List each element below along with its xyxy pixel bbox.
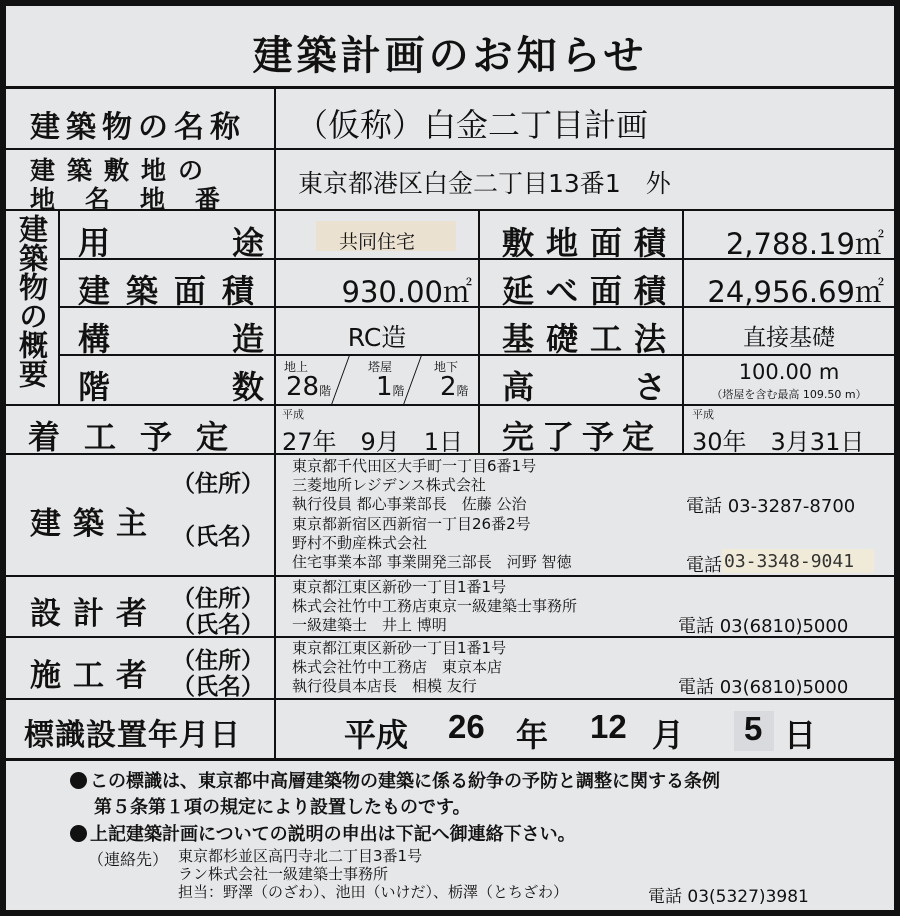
owner-address-label: （住所） bbox=[172, 470, 264, 497]
owner-entry-2 bbox=[292, 515, 572, 572]
completion-era: 平成 bbox=[692, 408, 714, 421]
owner-entry-1-address: 東京都千代田区大手町一丁目6番1号 bbox=[292, 457, 537, 475]
posted-day-unit: 日 bbox=[784, 717, 817, 753]
owner-entry-1 bbox=[292, 457, 536, 514]
rule bbox=[6, 758, 894, 761]
foundation-label: 基礎工法 bbox=[502, 320, 679, 358]
bullet-icon bbox=[70, 772, 87, 789]
posted-label: 標識設置年月日 bbox=[24, 718, 241, 753]
rule bbox=[331, 356, 349, 404]
site-label-line2: 地名地番 bbox=[30, 185, 251, 214]
designer-company: 株式会社竹中工務店東京一級建築士事務所 bbox=[292, 597, 578, 615]
contractor-address-label: （住所） bbox=[172, 647, 264, 674]
use-value: 共同住宅 bbox=[338, 231, 415, 253]
note-2-text: 上記建築計画についての説明の申出は下記へ御連絡下さい。 bbox=[90, 824, 576, 845]
posted-year: 26 bbox=[448, 708, 485, 745]
owner-entry-1-person: 執行役員 都心事業部長 佐藤 公治 bbox=[292, 495, 527, 513]
floors-below-value: 2 bbox=[440, 372, 457, 402]
site-value: 東京都港区白金二丁目13番1 外 bbox=[298, 169, 671, 198]
owner-name-label: （氏名） bbox=[172, 523, 264, 550]
floors-above-label: 地上 bbox=[284, 360, 309, 374]
posted-day: 5 bbox=[744, 710, 763, 747]
designer-address: 東京都江東区新砂一丁目1番1号 bbox=[292, 578, 507, 596]
owner-entry-2-company: 野村不動産株式会社 bbox=[292, 534, 428, 552]
height-note: （塔屋を含む最高 109.50 m） bbox=[711, 388, 867, 401]
height-label-char: さ bbox=[633, 368, 666, 406]
contact-persons: 担当：野澤（のざわ）、池田（いけだ）、栃澤（とちざわ） bbox=[178, 883, 569, 901]
note-1 bbox=[70, 767, 720, 793]
start-label: 着工予定 bbox=[28, 418, 253, 456]
rule bbox=[58, 209, 60, 405]
owner-entry-1-phone: 電話 03-3287-8700 bbox=[686, 496, 856, 517]
floor-area-value: 24,956.69㎡ bbox=[707, 275, 884, 309]
contact-label: （連絡先） bbox=[88, 850, 169, 869]
site-area-label: 敷地面積 bbox=[502, 224, 679, 262]
contact-phone: 電話 03(5327)3981 bbox=[648, 887, 809, 907]
structure-label-char: 構 bbox=[78, 320, 111, 358]
foundation-value: 直接基礎 bbox=[743, 325, 835, 351]
building-area-label: 建築面積 bbox=[78, 272, 271, 310]
rule bbox=[6, 575, 894, 577]
posted-month-unit: 月 bbox=[652, 717, 685, 753]
use-label bbox=[78, 218, 264, 264]
designer-name-label: （氏名） bbox=[172, 611, 264, 638]
structure-label bbox=[78, 314, 264, 360]
contractor-phone: 電話 03(6810)5000 bbox=[678, 677, 849, 698]
designer-person: 一級建築士 井上 博明 bbox=[292, 616, 447, 634]
rule bbox=[403, 356, 421, 404]
completion-value: 30年 3月31日 bbox=[692, 428, 865, 456]
floors-label-char: 階 bbox=[78, 368, 111, 406]
posted-era: 平成 bbox=[344, 717, 409, 753]
site-area-value: 2,788.19㎡ bbox=[725, 227, 884, 261]
floors-roof-unit: 階 bbox=[392, 384, 405, 398]
contact-company: ラン株式会社一級建築士事務所 bbox=[178, 865, 389, 883]
contractor-name-label: （氏名） bbox=[172, 673, 264, 700]
building-area-value: 930.00㎡ bbox=[341, 275, 472, 309]
height-label bbox=[502, 362, 666, 408]
rule bbox=[6, 86, 894, 89]
owner-label: 建築主 bbox=[30, 506, 159, 542]
floors-above-value: 28 bbox=[286, 372, 320, 402]
height-value: 100.00 m bbox=[738, 360, 840, 384]
owner-entry-1-company: 三菱地所レジデンス株式会社 bbox=[292, 476, 486, 494]
use-label-char: 用 bbox=[78, 224, 111, 262]
floors-roof-label: 塔屋 bbox=[368, 360, 393, 374]
owner-entry-2-phone-label: 電話 bbox=[686, 555, 722, 576]
designer-phone: 電話 03(6810)5000 bbox=[678, 616, 849, 637]
site-label-line1: 建築敷地の bbox=[30, 156, 216, 185]
note-1-line-2: 第５条第１項の規定により設置したものです。 bbox=[94, 797, 471, 818]
height-label-char: 高 bbox=[502, 368, 535, 406]
floors-roof bbox=[376, 372, 405, 402]
floors-below-label: 地下 bbox=[434, 360, 459, 374]
posted-year-unit: 年 bbox=[516, 717, 549, 753]
note-1-line-1: この標識は、東京都中高層建築物の建築に係る紛争の予防と調整に関する条例 bbox=[90, 771, 720, 792]
start-value: 27年 9月 1日 bbox=[282, 428, 464, 456]
floors-roof-value: 1 bbox=[376, 372, 393, 402]
rule bbox=[274, 86, 276, 760]
contractor-company: 株式会社竹中工務店 東京本店 bbox=[292, 658, 503, 676]
owner-entry-2-phone: 03-3348-9041 bbox=[724, 551, 855, 572]
contact-block bbox=[178, 847, 568, 901]
note-2 bbox=[70, 820, 576, 846]
overview-label: 建築物の概要 bbox=[15, 214, 49, 388]
floors-above bbox=[286, 372, 331, 402]
name-value: （仮称）白金二丁目計画 bbox=[296, 106, 649, 144]
contractor-person: 執行役員本店長 相模 友行 bbox=[292, 677, 477, 695]
floors-above-unit: 階 bbox=[319, 384, 332, 398]
posted-month: 12 bbox=[590, 708, 627, 745]
name-label: 建築物の名称 bbox=[30, 110, 246, 145]
notice-title: 建築計画のお知らせ bbox=[252, 32, 648, 79]
notice-board bbox=[6, 6, 894, 910]
rule bbox=[6, 148, 894, 150]
structure-label-char: 造 bbox=[231, 320, 264, 358]
floors-below-unit: 階 bbox=[456, 384, 469, 398]
bullet-icon bbox=[70, 825, 87, 842]
designer-label: 設計者 bbox=[30, 596, 159, 632]
contact-address: 東京都杉並区高円寺北二丁目3番1号 bbox=[178, 847, 423, 865]
start-era: 平成 bbox=[282, 408, 304, 421]
completion-label: 完了予定 bbox=[502, 418, 663, 456]
rule bbox=[478, 209, 480, 455]
designer-address-label: （住所） bbox=[172, 585, 264, 612]
owner-entry-2-person: 住宅事業本部 事業開発三部長 河野 智徳 bbox=[292, 553, 572, 571]
contractor-entry bbox=[292, 639, 506, 696]
contractor-label: 施工者 bbox=[30, 658, 159, 694]
floors-below bbox=[440, 372, 469, 402]
floor-area-label: 延べ面積 bbox=[502, 272, 679, 310]
floors-label bbox=[78, 362, 264, 408]
contractor-address: 東京都江東区新砂一丁目1番1号 bbox=[292, 639, 507, 657]
floors-label-char: 数 bbox=[231, 368, 264, 406]
owner-entry-2-address: 東京都新宿区西新宿一丁目26番2号 bbox=[292, 515, 531, 533]
use-label-char: 途 bbox=[231, 224, 264, 262]
structure-value: RC造 bbox=[347, 323, 407, 352]
designer-entry bbox=[292, 578, 577, 635]
